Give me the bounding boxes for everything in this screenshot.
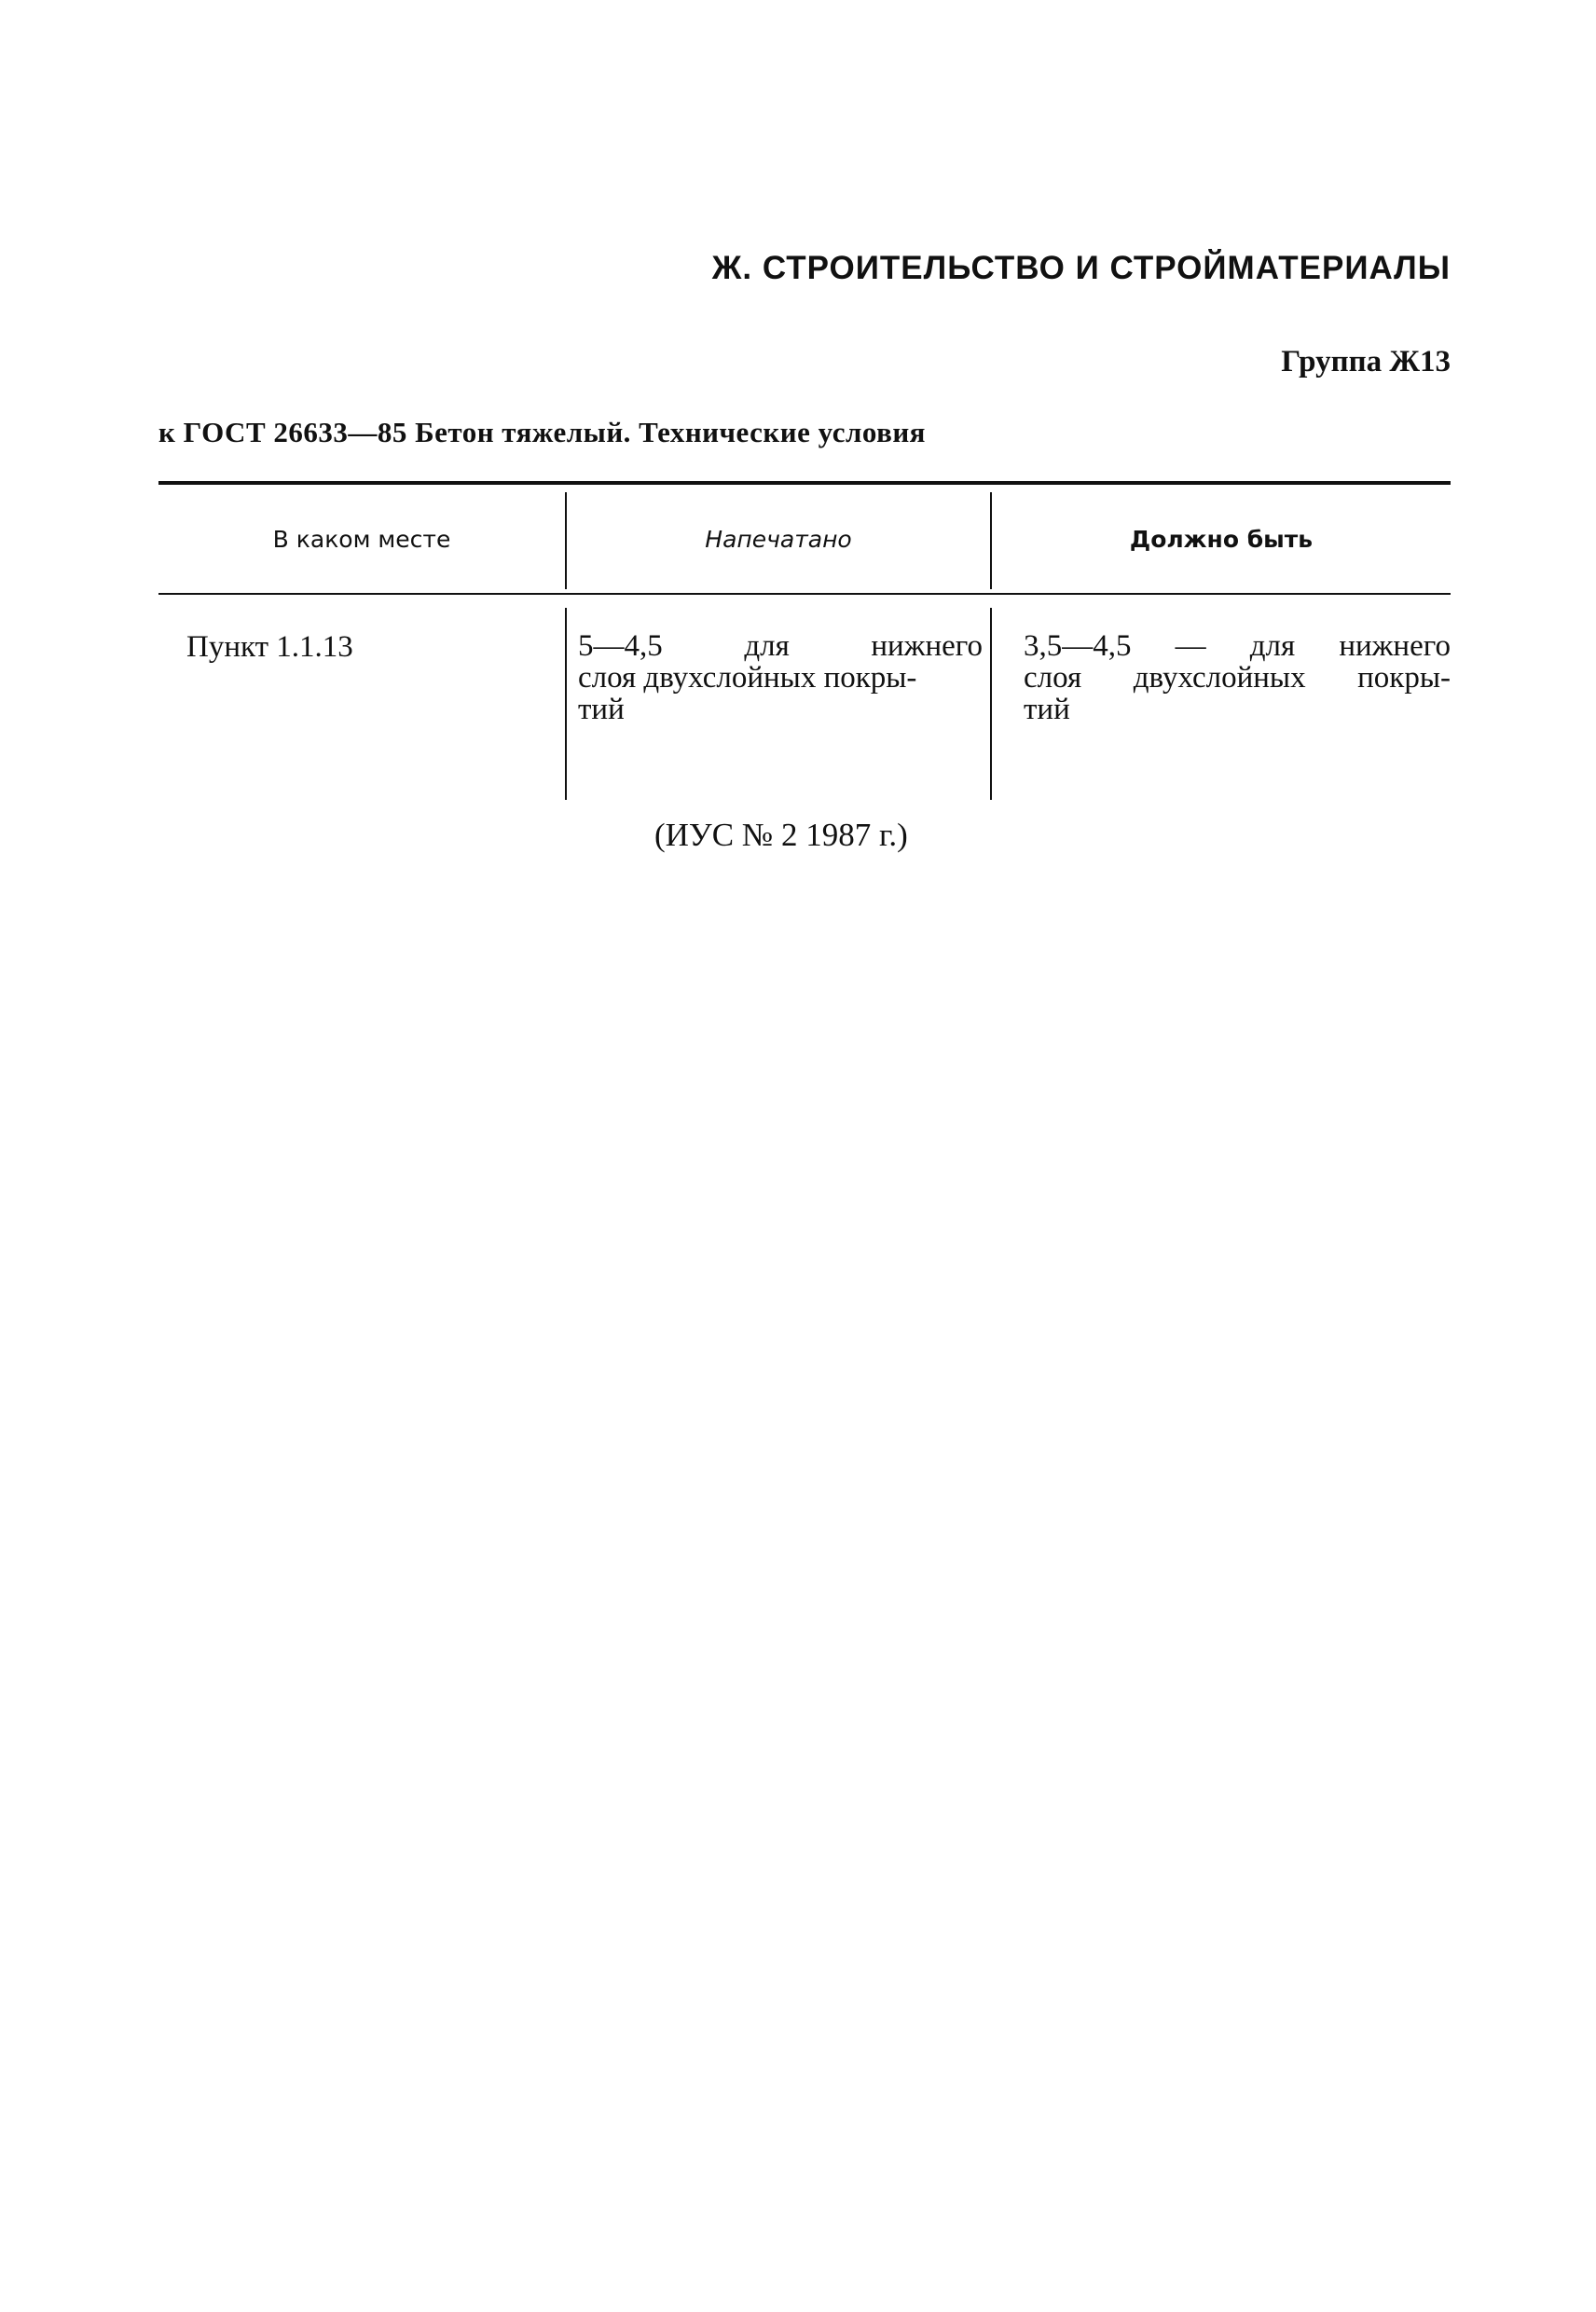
section-heading: Ж. СТРОИТЕЛЬСТВО И СТРОЙМАТЕРИАЛЫ bbox=[711, 250, 1451, 286]
cell-correct bbox=[1024, 630, 1451, 725]
column-header-place: В каком месте bbox=[272, 526, 451, 553]
column-header-correct: Должно быть bbox=[1129, 526, 1314, 553]
column-header-printed: Напечатано bbox=[705, 526, 852, 553]
cell-line: 5—4,5 для нижнего bbox=[578, 629, 983, 663]
table-header-rule bbox=[158, 593, 1451, 595]
cell-line: 3,5—4,5 — для нижнего bbox=[1024, 629, 1451, 663]
group-label: Группа Ж13 bbox=[1281, 345, 1451, 378]
column-divider bbox=[565, 608, 567, 800]
column-divider bbox=[990, 608, 992, 800]
cell-place: Пункт 1.1.13 bbox=[186, 630, 353, 664]
cell-line: тий bbox=[578, 693, 625, 726]
cell-printed bbox=[578, 630, 983, 725]
cell-line: тий bbox=[1024, 693, 1070, 726]
source-reference: (ИУС № 2 1987 г.) bbox=[654, 817, 908, 853]
cell-line: слоя двухслойных покры- bbox=[578, 661, 917, 695]
document-reference: к ГОСТ 26633—85 Бетон тяжелый. Технические условия bbox=[158, 416, 926, 448]
table-top-rule bbox=[158, 481, 1451, 485]
cell-line: слоя двухслойных покры- bbox=[1024, 661, 1451, 695]
